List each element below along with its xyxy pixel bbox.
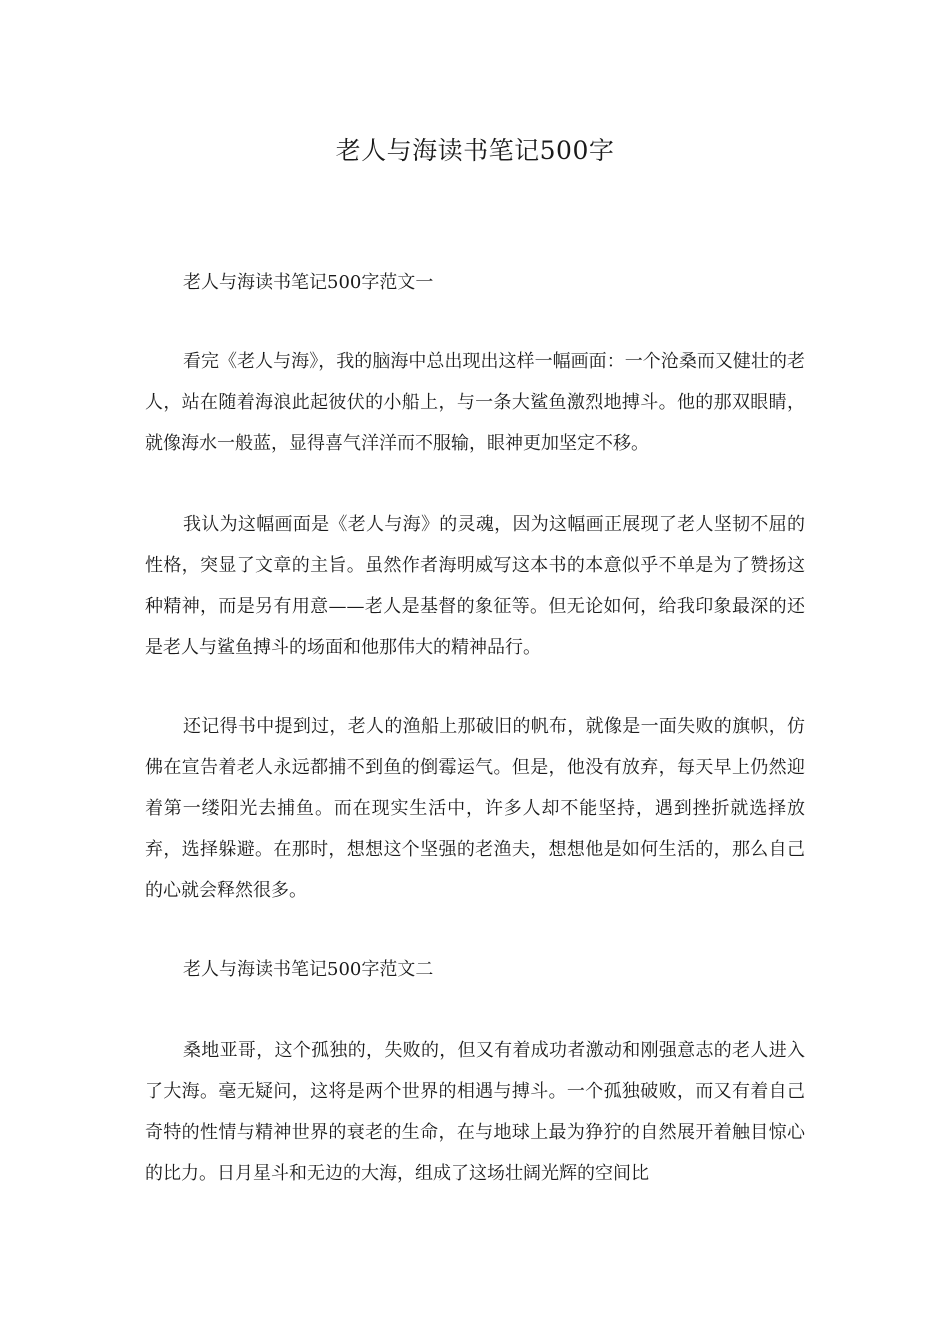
paragraph-3: 还记得书中提到过，老人的渔船上那破旧的帆布，就像是一面失败的旗帜，仿佛在宣告着老人永远都捕不到鱼的倒霉运气。但是，他没有放弃，每天早上仍然迎着第一缕阳光去捕鱼。而在现实生活中，许多人却不能坚持，遇到挫折就选择放弃，选择躲避。在那时，想想这个坚强的老渔夫，想想他是如何生活的，那么自己的心就会释然很多。 — [145, 716, 805, 901]
section-heading-1: 老人与海读书笔记500字范文一 — [183, 272, 434, 293]
paragraph-4: 桑地亚哥，这个孤独的，失败的，但又有着成功者激动和刚强意志的老人进入了大海。毫无疑问，这将是两个世界的相遇与搏斗。一个孤独破败，而又有着自己奇特的性情与精神世界的衰老的生命，在与地球上最为狰狞的自然展开着触目惊心的比力。日月星斗和无边的大海，组成了这场壮阔光辉的空间比 — [145, 1040, 805, 1184]
paragraph-1: 看完《老人与海》，我的脑海中总出现出这样一幅画面：一个沧桑而又健壮的老人，站在随着海浪此起彼伏的小船上，与一条大鲨鱼激烈地搏斗。他的那双眼睛，就像海水一般蓝，显得喜气洋洋而不服输，眼神更加坚定不移。 — [145, 351, 805, 454]
section-heading-2: 老人与海读书笔记500字范文二 — [183, 959, 434, 980]
document-title: 老人与海读书笔记500字 — [335, 136, 615, 165]
paragraph-2: 我认为这幅画面是《老人与海》的灵魂，因为这幅画正展现了老人坚韧不屈的性格，突显了文章的主旨。虽然作者海明威写这本书的本意似乎不单是为了赞扬这种精神，而是另有用意——老人是基督的象征等。但无论如何，给我印象最深的还是老人与鲨鱼搏斗的场面和他那伟大的精神品行。 — [145, 514, 805, 658]
